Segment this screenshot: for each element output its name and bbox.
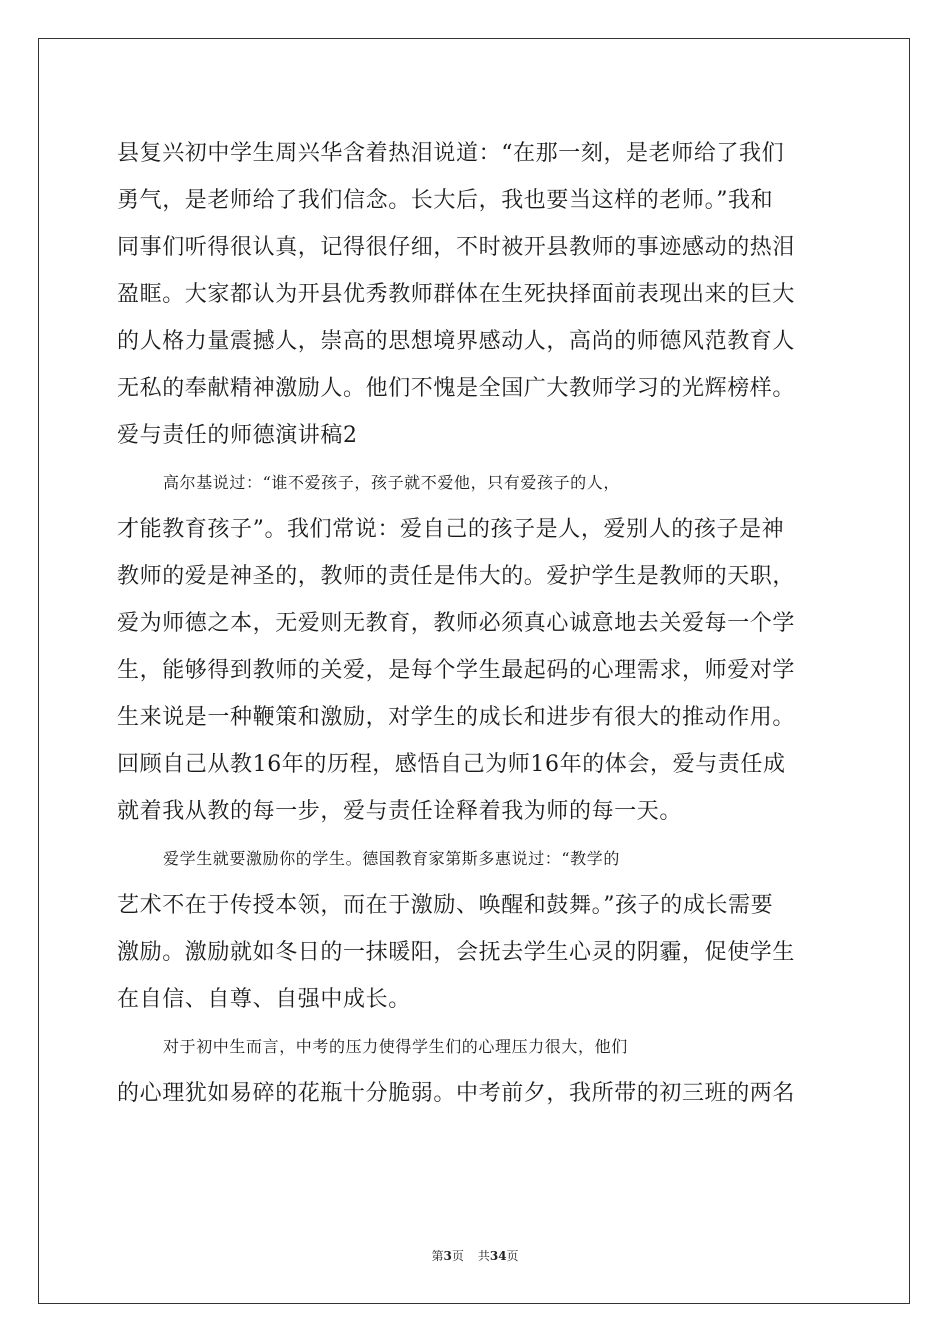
text-line: 回顾自己从教16年的历程，感悟自己为师16年的体会，爱与责任成 (117, 752, 786, 777)
text-line: 高尔基说过：“谁不爱孩子，孩子就不爱他，只有爱孩子的人， (163, 473, 620, 492)
text-line: 爱学生就要激励你的学生。德国教育家第斯多惠说过：“教学的 (163, 849, 620, 868)
text-line: 盈眶。大家都认为开县优秀教师群体在生死抉择面前表现出来的巨大 (117, 282, 796, 307)
text-line: 爱为师德之本，无爱则无教育，教师必须真心诚意地去关爱每一个学 (117, 611, 796, 636)
text-line: 在自信、自尊、自强中成长。 (117, 987, 411, 1012)
document-body (117, 130, 837, 1117)
footer-page-number: 3 (443, 1249, 452, 1263)
text-line: 的人格力量震撼人，崇高的思想境界感动人，高尚的师德风范教育人 (117, 329, 796, 354)
text-line: 教师的爱是神圣的，教师的责任是伟大的。爱护学生是教师的天职， (117, 564, 796, 589)
text-line: 激励。激励就如冬日的一抹暖阳，会抚去学生心灵的阴霾，促使学生 (117, 940, 796, 965)
footer-total-pages: 34 (489, 1249, 507, 1263)
text-line: 的心理犹如易碎的花瓶十分脆弱。中考前夕，我所带的初三班的两名 (117, 1081, 796, 1106)
text-line: 生来说是一种鞭策和激励，对学生的成长和进步有很大的推动作用。 (117, 705, 796, 730)
page-footer (0, 1247, 950, 1264)
text-line: 无私的奉献精神激励人。他们不愧是全国广大教师学习的光辉榜样。 (117, 376, 796, 401)
text-line: 爱与责任的师德演讲稿2 (117, 423, 358, 448)
text-line: 同事们听得很认真，记得很仔细，不时被开县教师的事迹感动的热泪 (117, 235, 796, 260)
text-line: 艺术不在于传授本领，而在于激励、唤醒和鼓舞。”孩子的成长需要 (117, 893, 774, 918)
footer-total-suffix: 页 (506, 1249, 519, 1263)
footer-page-suffix: 页 (451, 1249, 464, 1263)
text-line: 就着我从教的每一步，爱与责任诠释着我为师的每一天。 (117, 799, 683, 824)
footer-page-prefix: 第 (431, 1249, 444, 1263)
text-line: 勇气，是老师给了我们信念。长大后，我也要当这样的老师。”我和 (117, 188, 774, 213)
text-line: 才能教育孩子”。我们常说：爱自己的孩子是人，爱别人的孩子是神 (117, 517, 785, 542)
footer-total-prefix: 共 (477, 1249, 490, 1263)
text-line: 生，能够得到教师的关爱，是每个学生最起码的心理需求，师爱对学 (117, 658, 796, 683)
text-line: 县复兴初中学生周兴华含着热泪说道：“在那一刻，是老师给了我们 (117, 141, 785, 166)
text-line: 对于初中生而言，中考的压力使得学生们的心理压力很大，他们 (163, 1037, 628, 1056)
